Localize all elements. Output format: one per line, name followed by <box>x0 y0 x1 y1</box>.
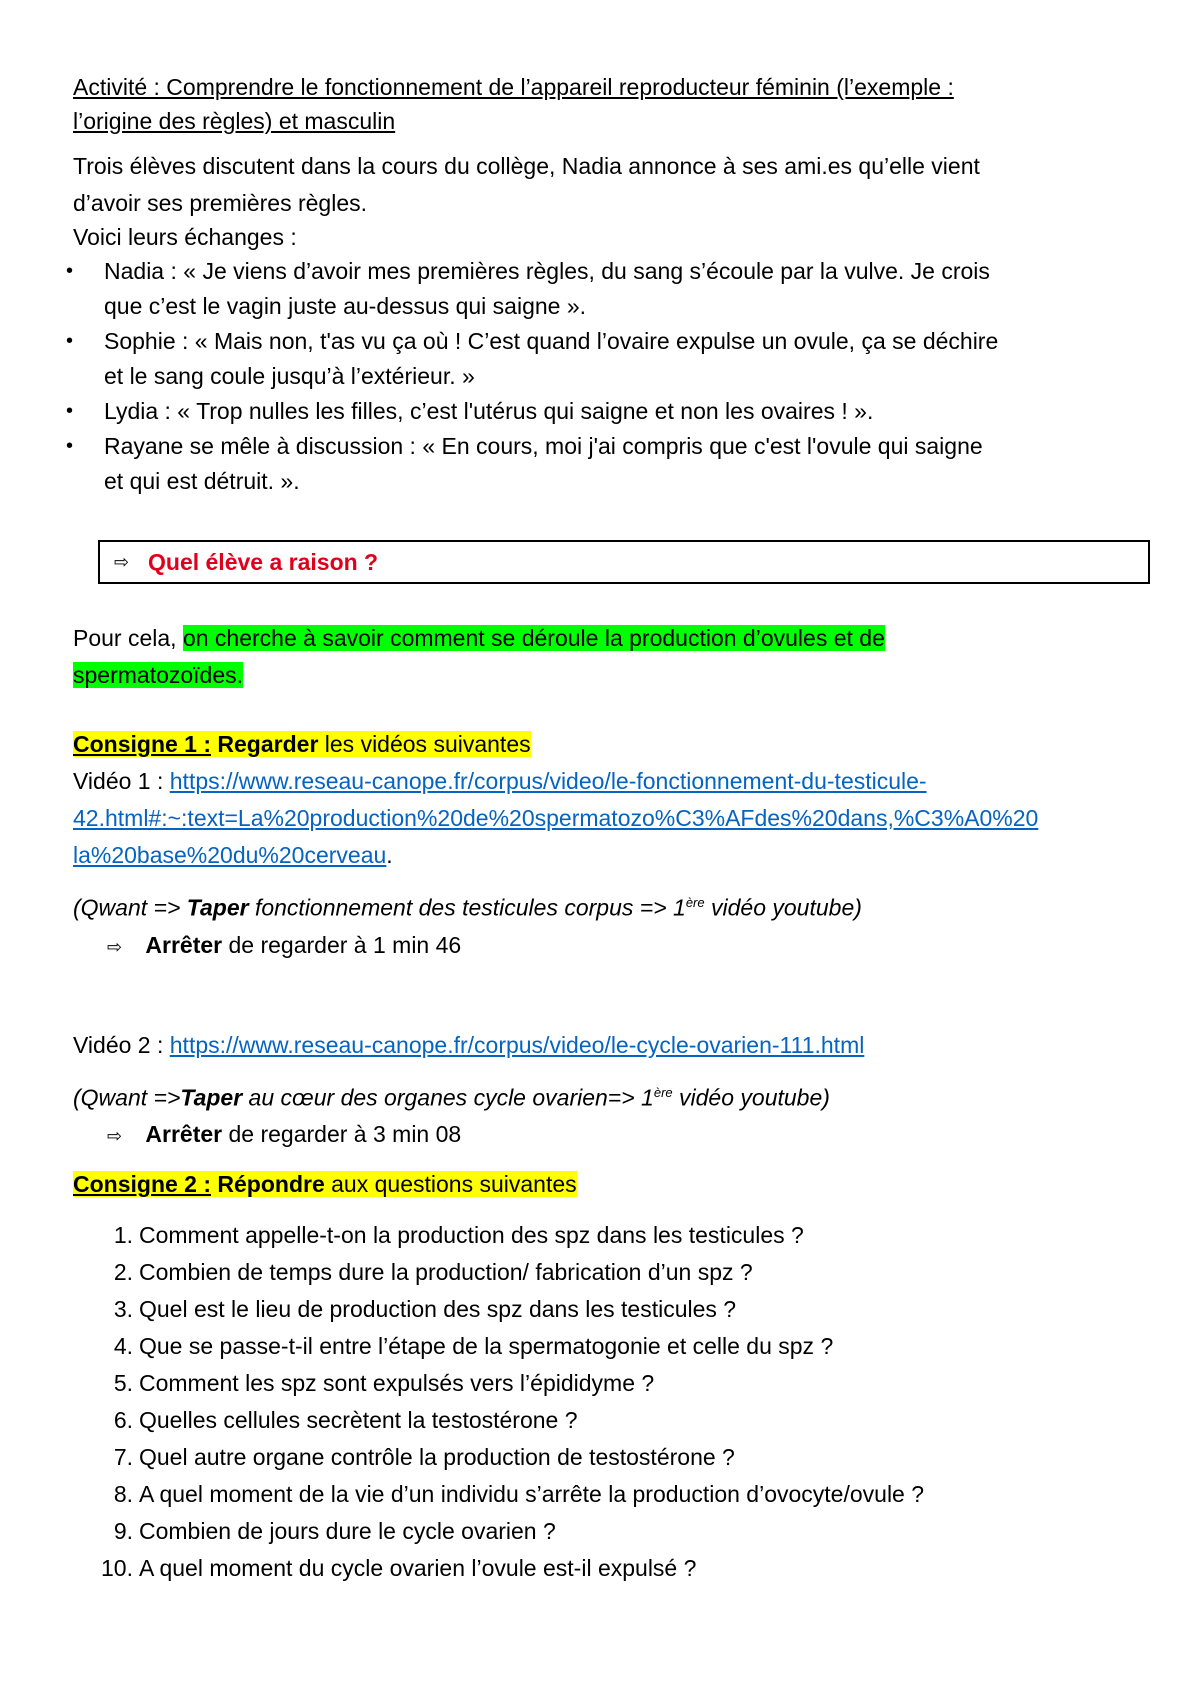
question-text: Comment les spz sont expulsés vers l’épididyme ? <box>139 1370 655 1397</box>
hint-text: au cœur des organes cycle ovarien=> 1 <box>242 1084 654 1111</box>
question-text: Quelles cellules secrètent la testostérone ? <box>139 1407 578 1434</box>
hint-verb: Taper <box>186 894 249 921</box>
dialogue-item-rayane <box>73 429 1148 499</box>
dialogue-line: • Sophie : « Mais non, t'as vu ça où ! C’est quand l’ovaire expulse un ovule, ça se déchire <box>104 328 999 354</box>
video-1-hint <box>73 884 1148 927</box>
goal-paragraph <box>73 620 1148 694</box>
activity-title <box>73 70 1148 138</box>
list-item <box>73 1513 1148 1550</box>
question-text: A quel moment du cycle ovarien l’ovule est-il expulsé ? <box>139 1555 697 1582</box>
right-arrow-icon: ⇨ <box>107 936 123 957</box>
video-2-hint <box>73 1074 1148 1117</box>
right-arrow-icon: ⇨ <box>114 551 130 572</box>
period: . <box>386 842 393 868</box>
title-line-1: Activité : Comprendre le fonctionnement de l’appareil reproducteur féminin (l’exemple : <box>73 74 954 100</box>
video-2-stop <box>107 1116 1148 1154</box>
intro-paragraph <box>73 148 1148 254</box>
intro-line-2: d’avoir ses premières règles. <box>73 190 368 216</box>
consigne-1-rest: les vidéos suivantes <box>318 731 531 757</box>
dialogue-line: que c’est le vagin juste au-dessus qui saigne ». <box>104 293 587 319</box>
dialogue-line: • Lydia : « Trop nulles les filles, c’est l'utérus qui saigne et non les ovaires ! ». <box>104 398 874 424</box>
hint-text: fonctionnement des testicules corpus => 1 <box>248 894 686 921</box>
list-item <box>73 1291 1148 1328</box>
question-text: Quel autre organe contrôle la production de testostérone ? <box>139 1444 735 1471</box>
goal-highlight-2: spermatozoïdes. <box>73 662 244 688</box>
intro-line-3: Voici leurs échanges : <box>73 224 297 250</box>
title-line-2: l’origine des règles) et masculin <box>73 108 396 134</box>
question-number: 2. <box>113 1259 133 1286</box>
question-number: 6. <box>113 1407 133 1434</box>
question-number: 5. <box>113 1370 133 1397</box>
dialogue-item-sophie <box>73 324 1148 394</box>
question-number: 9. <box>113 1518 133 1545</box>
dialogue-line: • Nadia : « Je viens d’avoir mes premières règles, du sang s’écoule par la vulve. Je crois <box>104 258 990 284</box>
document-page <box>73 70 1148 1587</box>
goal-highlight-1: on cherche à savoir comment se déroule la production d’ovules et de <box>182 625 885 651</box>
consigne-1 <box>73 726 1148 763</box>
right-arrow-icon: ⇨ <box>107 1126 123 1147</box>
consigne-2-rest: aux questions suivantes <box>324 1171 577 1198</box>
question-number: 1. <box>113 1222 133 1249</box>
hint-text: (Qwant => <box>73 1084 181 1111</box>
stop-text: de regarder à 3 min 08 <box>222 1121 462 1148</box>
consigne-2-label: Consigne 2 : <box>73 1171 212 1198</box>
question-number: 3. <box>113 1296 133 1323</box>
video-1-link-cont[interactable]: 42.html#:~:text=La%20production%20de%20spermatozo%C3%AFdes%20dans,%C3%A0%20 <box>73 805 1039 831</box>
question-text: Comment appelle-t-on la production des spz dans les testicules ? <box>139 1222 804 1249</box>
consigne-2-verb: Répondre <box>217 1171 325 1198</box>
question-number: 10. <box>101 1555 133 1582</box>
list-item <box>73 1550 1148 1587</box>
questions-list <box>73 1217 1148 1587</box>
dialogue-line: et le sang coule jusqu’à l’extérieur. » <box>104 363 475 389</box>
video-1-stop <box>107 927 1148 965</box>
list-item <box>73 1476 1148 1513</box>
consigne-1-label: Consigne 1 : <box>73 731 212 757</box>
intro-line-1: Trois élèves discutent dans la cours du collège, Nadia annonce à ses ami.es qu’elle vient <box>73 153 980 179</box>
dialogue-line: et qui est détruit. ». <box>104 468 300 494</box>
list-item <box>73 1402 1148 1439</box>
list-item <box>73 1217 1148 1254</box>
hint-text: vidéo youtube) <box>672 1084 830 1111</box>
hint-sup: ère <box>685 895 705 910</box>
question-text: Combien de jours dure le cycle ovarien ? <box>139 1518 556 1545</box>
question-number: 7. <box>113 1444 133 1471</box>
video-2-label: Vidéo 2 : <box>73 1031 170 1058</box>
question-number: 4. <box>113 1333 133 1360</box>
video-1-link[interactable]: https://www.reseau-canope.fr/corpus/video/le-fonctionnement-du-testicule- <box>169 768 927 794</box>
consigne-2 <box>73 1166 1148 1203</box>
dialogue-item-nadia <box>73 254 1148 324</box>
question-text: Quel est le lieu de production des spz dans les testicules ? <box>139 1296 737 1323</box>
hint-text: (Qwant => <box>73 894 187 921</box>
stop-text: de regarder à 1 min 46 <box>222 931 462 958</box>
question-box <box>98 540 1150 584</box>
video-2-block <box>73 1027 1148 1155</box>
question-text: Que se passe-t-il entre l’étape de la spermatogonie et celle du spz ? <box>139 1333 834 1360</box>
goal-prefix: Pour cela, <box>73 625 183 651</box>
video-1-link-end[interactable]: la%20base%20du%20cerveau <box>73 842 387 868</box>
dialogue-line: • Rayane se mêle à discussion : « En cours, moi j'ai compris que c'est l'ovule qui saigne <box>104 433 983 459</box>
list-item <box>73 1439 1148 1476</box>
question-text: A quel moment de la vie d’un individu s’arrête la production d’ovocyte/ovule ? <box>139 1481 925 1508</box>
question-text: Combien de temps dure la production/ fabrication d’un spz ? <box>139 1259 753 1286</box>
stop-verb: Arrêter <box>145 931 223 958</box>
video-1-label: Vidéo 1 : <box>73 768 170 794</box>
hint-sup: ère <box>653 1084 673 1100</box>
dialogue-list <box>73 254 1148 499</box>
question-number: 8. <box>113 1481 133 1508</box>
stop-verb: Arrêter <box>145 1121 223 1148</box>
hint-verb: Taper <box>180 1084 243 1111</box>
video-2-link[interactable]: https://www.reseau-canope.fr/corpus/video/le-cycle-ovarien-111.html <box>169 1031 865 1058</box>
list-item <box>73 1365 1148 1402</box>
list-item <box>73 1254 1148 1291</box>
list-item <box>73 1328 1148 1365</box>
hint-text: vidéo youtube) <box>704 894 862 921</box>
question-box-text: Quel élève a raison ? <box>148 548 379 575</box>
consigne-1-verb: Regarder <box>217 731 319 757</box>
dialogue-item-lydia <box>73 394 1148 429</box>
video-1-block <box>73 763 1148 965</box>
